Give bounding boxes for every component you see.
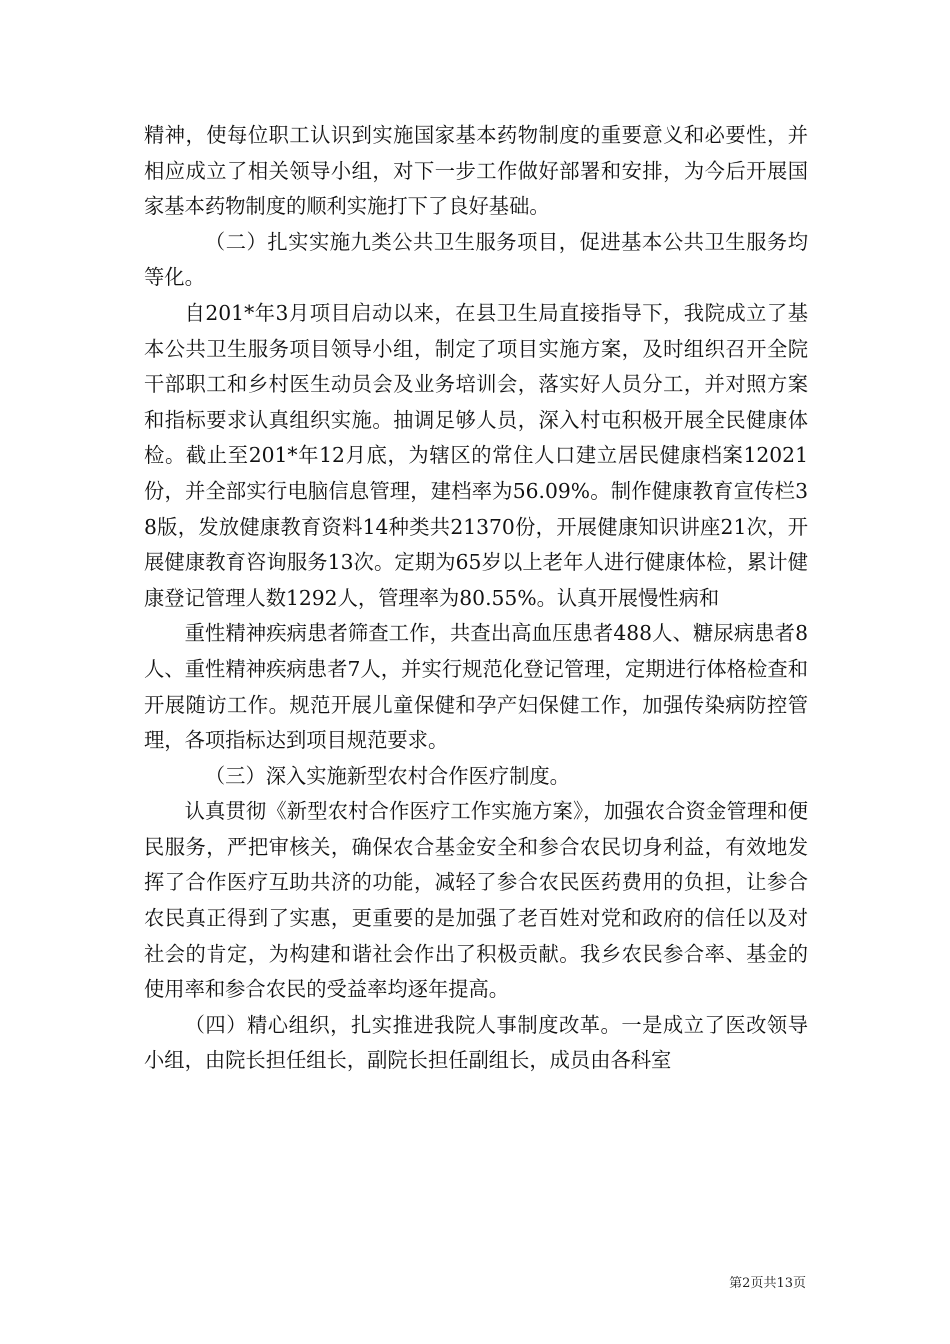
section-heading-two: （二）扎实实施九类公共卫生服务项目，促进基本公共卫生服务均等化。 [144, 229, 808, 290]
document-body [144, 118, 808, 1079]
paragraph-public-health-services: 自201*年3月项目启动以来，在县卫生局直接指导下，我院成立了基本公共卫生服务项目领导小组，制定了项目实施方案，及时组织召开全院干部职工和乡村医生动员会及业务培训会，落实好人员分工，并对照方案和指标要求认真组织实施。抽调足够人员，深入村屯积极开展全民健康体检。截止至201*年12月底，为辖区的常住人口建立居民健康档案12021份，并全部实行电脑信息管理，建档率为56.09%。制作健康教育宣传栏38版，发放健康教育资料14种类共21370份，开展健康知识讲座21次，开展健康教育咨询服务13次。定期为65岁以上老年人进行健康体检，累计健康登记管理人数1292人，管理率为80.55%。认真开展慢性病和 [144, 300, 808, 610]
paragraph-mental-illness-screening: 重性精神疾病患者筛查工作，共查出高血压患者488人、糖尿病患者8人、重性精神疾病患者7人，并实行规范化登记管理，定期进行体格检查和开展随访工作。规范开展儿童保健和孕产妇保健工作，加强传染病防控管理，各项指标达到项目规范要求。 [144, 621, 808, 753]
paragraph-rural-cooperative-medical-care: 认真贯彻《新型农村合作医疗工作实施方案》，加强农合资金管理和便民服务，严把审核关，确保农合基金安全和参合农民切身利益，有效地发挥了合作医疗互助共济的功能，减轻了参合农民医药费用的负担，让参合农民真正得到了实惠，更重要的是加强了老百姓对党和政府的信任以及对社会的肯定，为构建和谐社会作出了积极贡献。我乡农民参合率、基金的使用率和参合农民的受益率均逐年提高。 [144, 799, 808, 1002]
section-heading-three: （三）深入实施新型农村合作医疗制度。 [204, 763, 570, 788]
paragraph-continuation: 精神，使每位职工认识到实施国家基本药物制度的重要意义和必要性，并相应成立了相关领导小组，对下一步工作做好部署和安排，为今后开展国家基本药物制度的顺利实施打下了良好基础。 [144, 123, 808, 219]
page-number-footer: 第2页共13页 [729, 1276, 806, 1291]
paragraph-personnel-reform: （四）精心组织，扎实推进我院人事制度改革。一是成立了医改领导小组，由院长担任组长，副院长担任副组长，成员由各科室 [144, 1012, 808, 1073]
